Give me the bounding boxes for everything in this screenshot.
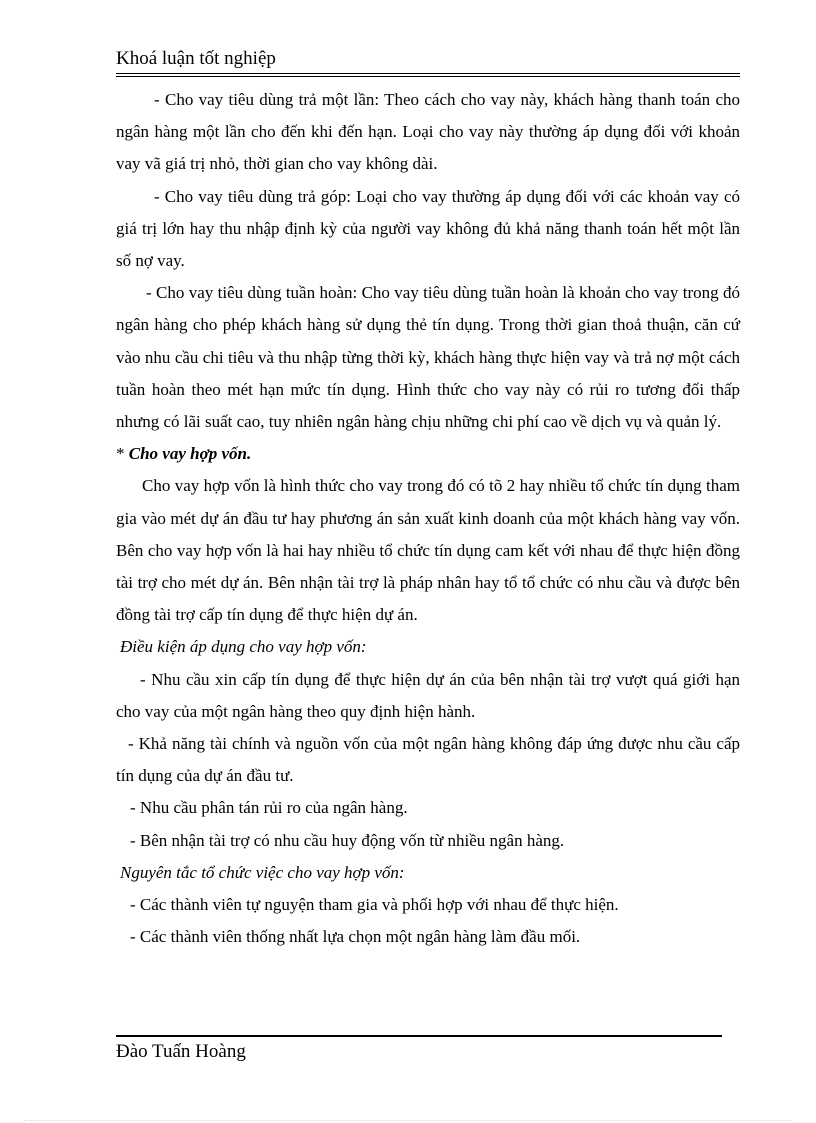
subheading-conditions: Điều kiện áp dụng cho vay hợp vốn: <box>120 637 367 657</box>
heading-text: Cho vay hợp vốn. <box>128 444 252 464</box>
subheading-principles: Nguyên tắc tổ chức việc cho vay hợp vốn: <box>120 862 405 882</box>
principle-item-1: - Các thành viên tự nguyện tham gia và phối hợp với nhau để thực hiện. <box>130 895 619 915</box>
page-bottom-border <box>24 1120 792 1121</box>
paragraph-lump-sum-loan: - Cho vay tiêu dùng trả một lần: Theo cách cho vay này, khách hàng thanh toán cho ngân hàng một lần cho đến khi đến hạn. Loại cho vay này thường áp dụng đối với khoản vay vã giá trị nhỏ, thời gian cho vay không dài. <box>116 90 740 174</box>
header-rule-top <box>116 73 740 74</box>
paragraph-revolving-loan: - Cho vay tiêu dùng tuần hoàn: Cho vay tiêu dùng tuần hoàn là khoản cho vay trong đó ngân hàng cho phép khách hàng sử dụng thẻ tín dụng. Trong thời gian thoả thuận, căn cứ vào nhu cầu chi tiêu và thu nhập từng thời kỳ, khách hàng thực hiện vay và trả nợ một cách tuần hoàn theo mét hạn mức tín dụng. Hình thức cho vay này có rủi ro tương đối thấp nhưng có lãi suất cao, tuy nhiên ngân hàng chịu những chi phí cao về dịch vụ và quản lý. <box>116 283 740 432</box>
condition-item-1: - Nhu cầu xin cấp tín dụng để thực hiện dự án của bên nhận tài trợ vượt quá giới hạn cho vay của một ngân hàng theo quy định hiện hành. <box>116 669 740 721</box>
section-heading <box>116 438 740 470</box>
footer-author: Đào Tuấn Hoàng <box>116 1041 246 1062</box>
page-header-title: Khoá luận tốt nghiệp <box>116 48 276 69</box>
heading-bullet: * <box>116 444 125 464</box>
document-body <box>116 84 740 953</box>
footer-rule <box>116 1035 722 1037</box>
condition-item-4: - Bên nhận tài trợ có nhu cầu huy động vốn từ nhiều ngân hàng. <box>130 830 565 850</box>
paragraph-syndicated-loan: Cho vay hợp vốn là hình thức cho vay trong đó có tõ 2 hay nhiều tổ chức tín dụng tham gia vào mét dự án đầu tư hay phương án sản xuất kinh doanh của một khách hàng vay vốn. Bên cho vay hợp vốn là hai hay nhiều tổ chức tín dụng cam kết với nhau để thực hiện đồng tài trợ cho mét dự án. Bên nhận tài trợ là pháp nhân hay tổ tổ chức có nhu cầu và được bên đồng tài trợ cấp tín dụng để thực hiện dự án. <box>116 476 740 625</box>
condition-item-3: - Nhu cầu phân tán rủi ro của ngân hàng. <box>130 798 408 818</box>
condition-item-2: - Khả năng tài chính và nguồn vốn của một ngân hàng không đáp ứng được nhu cầu cấp tín dụng của dự án đầu tư. <box>116 734 740 786</box>
header-rule-bottom <box>116 76 740 77</box>
paragraph-installment-loan: - Cho vay tiêu dùng trả góp: Loại cho vay thường áp dụng đối với các khoản vay có giá trị lớn hay thu nhập định kỳ của người vay không đủ khả năng thanh toán hết một lần số nợ vay. <box>116 186 740 271</box>
principle-item-2: - Các thành viên thống nhất lựa chọn một ngân hàng làm đầu mối. <box>130 927 581 947</box>
